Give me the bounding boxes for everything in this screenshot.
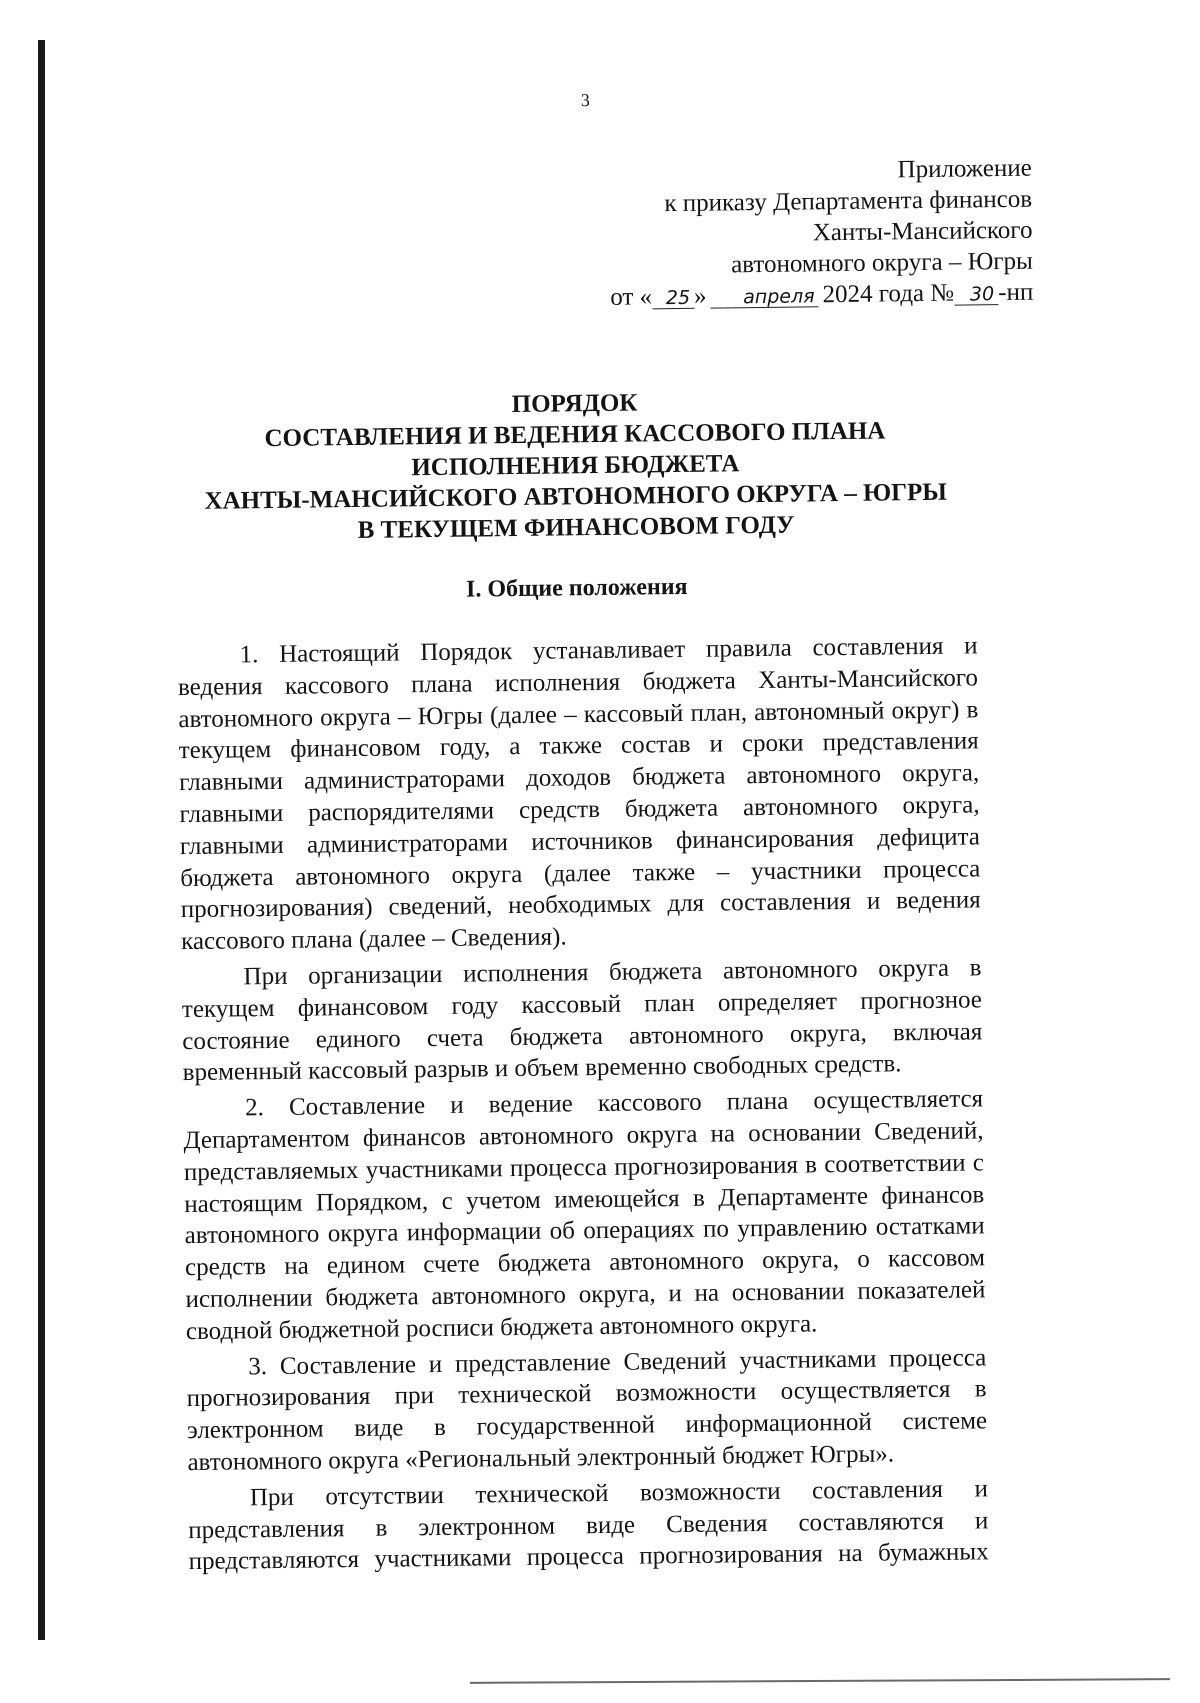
appendix-line-3: Ханты-Мансийского [812, 216, 1033, 247]
body-text [177, 630, 988, 1582]
title-line-4: ХАНТЫ-МАНСИЙСКОГО АВТОНОМНОГО ОКРУГА – ЮГРЫ [204, 478, 948, 515]
appendix-line-2: к приказу Департамента финансов [664, 185, 1033, 218]
title-line-1: ПОРЯДОК [511, 389, 638, 419]
appendix-line-4: автономного округа – Югры [730, 247, 1034, 279]
appendix-line-1: Приложение [897, 154, 1032, 184]
order-suffix: -нп [997, 278, 1034, 307]
handwritten-order-number: 30 [954, 284, 998, 306]
title-line-2: СОСТАВЛЕНИЯ И ВЕДЕНИЯ КАССОВОГО ПЛАНА [264, 417, 886, 453]
page-number: 3 [580, 90, 590, 111]
appendix-block [609, 153, 1034, 313]
section-heading: I. Общие положения [465, 573, 688, 603]
handwritten-month: апреля [710, 286, 818, 308]
title-line-5: В ТЕКУЩЕМ ФИНАНСОВОМ ГОДУ [357, 511, 795, 544]
paragraph-2: При организации исполнения бюджета автономного округа в текущем финансовом году кассовый план определяет прогнозное состояние единого счета бюджета автономного округа, включая временный кассовый разрыв и объем временно свободных средств. [181, 954, 983, 1087]
paragraph-4: 3. Составление и представление Сведений участниками процесса прогнозирования при технической возможности осуществляется в электронном виде в государственной информационной системе автономного округа «Региональный электронный бюджет Югры». [186, 1343, 988, 1477]
document-title [174, 383, 976, 548]
appendix-date-line [610, 277, 1033, 313]
title-line-3: ИСПОЛНЕНИЯ БЮДЖЕТА [411, 450, 740, 482]
handwritten-day: 25 [652, 288, 694, 310]
date-close: » [693, 282, 707, 310]
date-prefix: от « [610, 283, 653, 311]
paragraph-3: 2. Составление и ведение кассового плана осуществляется Департаментом финансов автономного округа на основании Сведений, представляемых участниками процесса прогнозирования в соответствии с настоящим Порядком, с учетом имеющейся в Департаменте финансов автономного округа информации об операциях по управлению остатками средств на едином счете бюджета автономного округа, о кассовом исполнении бюджета автономного округа, и на основании показателей сводной бюджетной росписи бюджета автономного округа. [183, 1085, 986, 1345]
paragraph-1: 1. Настоящий Порядок устанавливает правила составления и ведения кассового плана исполнения бюджета Ханты-Мансийского автономного округа – Югры (далее – кассовый план, автономный округ) в текущем финансовом году, а также состав и сроки представления главными администраторами доходов бюджета автономного округа, главными распорядителями средств бюджета автономного округа, главными администраторами источников финансирования дефицита бюджета автономного округа (далее также – участники процесса прогнозирования) сведений, необходимых для составления и ведения кассового плана (далее – Сведения). [177, 632, 981, 956]
paragraph-5: При отсутствии технической возможности составления и представления в электронном виде Сведения составляются и представляются участниками процесса прогнозирования на бумажных [188, 1475, 989, 1576]
date-year: 2024 года № [822, 279, 955, 309]
